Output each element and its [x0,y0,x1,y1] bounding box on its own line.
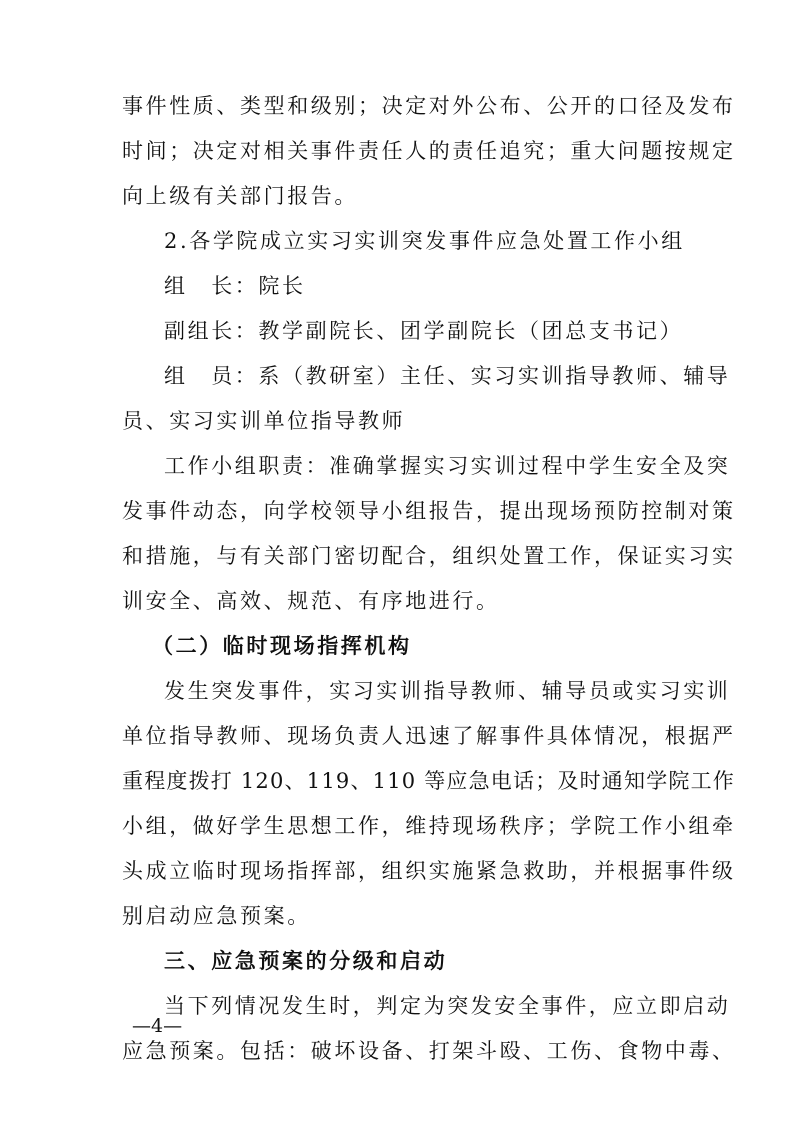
section-heading: 2.各学院成立实习实训突发事件应急处置工作小组 [164,229,685,253]
body-line: 时间；决定对相关事件责任人的责任追究；重大问题按规定 [122,139,736,163]
body-line: 发生突发事件，实习实训指导教师、辅导员或实习实训 [164,679,731,703]
section-heading: 三、应急预案的分级和启动 [164,949,448,973]
body-line: 组 长：院长 [164,274,306,298]
body-line: 头成立临时现场指挥部，组织实施紧急救助，并根据事件级 [122,859,736,883]
body-line: 和措施，与有关部门密切配合，组织处置工作，保证实习实 [122,544,736,568]
body-line: 工作小组职责：准确掌握实习实训过程中学生安全及突 [164,454,731,478]
body-line: 训安全、高效、规范、有序地进行。 [122,589,500,613]
body-line: 副组长：教学副院长、团学副院长（团总支书记） [164,319,684,343]
subsection-heading: （二）临时现场指挥机构 [152,634,412,658]
body-line: 应急预案。包括：破坏设备、打架斗殴、工伤、食物中毒、 [122,1039,736,1063]
body-line: 组 员：系（教研室）主任、实习实训指导教师、辅导 [164,364,731,388]
body-line: 当下列情况发生时，判定为突发安全事件，应立即启动 [164,994,731,1018]
body-line: 别启动应急预案。 [122,904,311,928]
page-number: —4— [132,1015,183,1037]
body-line: 单位指导教师、现场负责人迅速了解事件具体情况，根据严 [122,724,736,748]
body-line: 重程度拨打 120、119、110 等应急电话；及时通知学院工作 [122,769,735,793]
body-line: 员、实习实训单位指导教师 [122,409,406,433]
body-line: 向上级有关部门报告。 [122,184,358,208]
body-line: 小组，做好学生思想工作，维持现场秩序；学院工作小组牵 [122,814,736,838]
body-line: 事件性质、类型和级别；决定对外公布、公开的口径及发布 [122,94,736,118]
body-line: 发事件动态，向学校领导小组报告，提出现场预防控制对策 [122,499,736,523]
